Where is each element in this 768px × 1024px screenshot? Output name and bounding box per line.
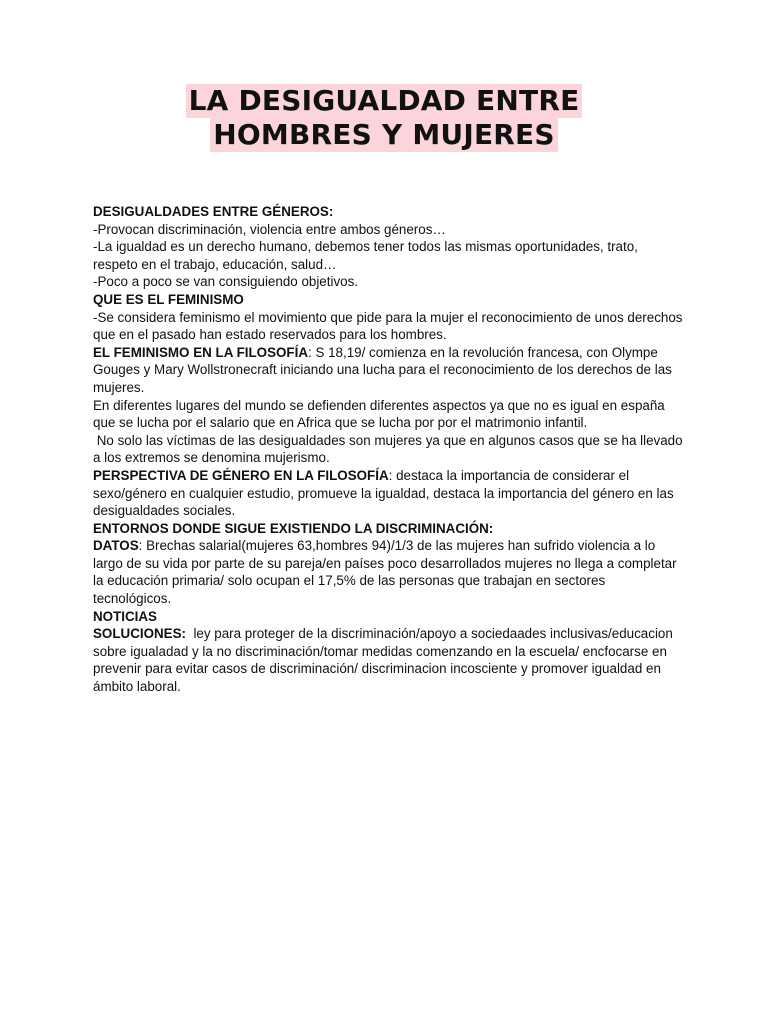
section-heading-filosofia: EL FEMINISMO EN LA FILOSOFÍA xyxy=(93,344,308,360)
section-heading-soluciones: SOLUCIONES: xyxy=(93,626,186,642)
section-heading-desigualdades: DESIGUALDADES ENTRE GÉNEROS: xyxy=(93,204,334,219)
page-title xyxy=(0,84,768,152)
feminismo-text: -Se considera feminismo el movimiento que pide para la mujer el reconocimiento de unos derechos que en el pasado han estado reservados para los hombres. xyxy=(93,309,683,343)
filosofia-paragraph-2: En diferentes lugares del mundo se defienden diferentes aspectos ya que no es igual en españa que se lucha por el salario que en Africa que se lucha por por el matrimonio infantil. xyxy=(93,397,665,431)
soluciones-text: ley para proteger de la discriminación/apoyo a sociedaades inclusivas/educacion sobre igualadad y la no discriminación/tomar medidas comenzando en la escuela/ encfocarse en prevenir para evitar casos de discriminación/ discriminacion incosciente y promover igualdad en ámbito laboral. xyxy=(93,626,677,695)
filosofia-paragraph-3: No solo las víctimas de las desigualdades son mujeres ya que en algunos casos que se ha llevado a los extremos se denomina mujerismo. xyxy=(93,432,687,466)
section-heading-datos: DATOS xyxy=(93,538,139,554)
perspectiva-text: : destaca la importancia de considerar el sexo/género en cualquier estudio, promueve la igualdad, destaca la importancia del género en las desigualdades sociales. xyxy=(93,467,674,519)
datos-paragraph xyxy=(93,537,683,607)
filosofia-text: : S 18,19/ comienza en la revolución francesa, con Olympe Gouges y Mary Wollstronecraft iniciando una lucha para el reconocimiento de los derechos de las mujeres. xyxy=(93,344,672,395)
section-heading-noticias: NOTICIAS xyxy=(93,608,157,624)
filosofia-paragraph xyxy=(93,344,683,397)
desigualdades-line-1: -Provocan discriminación, violencia entre ambos géneros… xyxy=(93,221,446,237)
section-heading-entornos: ENTORNOS DONDE SIGUE EXISTIENDO LA DISCRIMINACIÓN: xyxy=(93,520,494,536)
desigualdades-line-2: -La igualdad es un derecho humano, debemos tener todos las mismas oportunidades, trato, respeto en el trabajo, educación, salud… xyxy=(93,239,638,272)
section-heading-perspectiva: PERSPECTIVA DE GÉNERO EN LA FILOSOFÍA xyxy=(93,467,389,483)
title-line-2: HOMBRES Y MUJERES xyxy=(210,118,557,152)
soluciones-paragraph xyxy=(93,625,683,695)
title-line-1: LA DESIGUALDAD ENTRE xyxy=(186,84,583,118)
section-heading-feminismo: QUE ES EL FEMINISMO xyxy=(93,291,244,307)
perspectiva-paragraph xyxy=(93,467,683,520)
datos-text: : Brechas salarial(mujeres 63,hombres 94)/1/3 de las mujeres han sufrido violencia a lo largo de su vida por parte de su pareja/en países poco desarrollados mujeres no llega a completar la educación primaria/ solo ocupan el 17,5% de las personas que trabajan en sectores tecnológicos. xyxy=(93,538,677,607)
document-body xyxy=(93,203,687,696)
desigualdades-line-3: -Poco a poco se van consiguiendo objetivos. xyxy=(93,274,359,290)
